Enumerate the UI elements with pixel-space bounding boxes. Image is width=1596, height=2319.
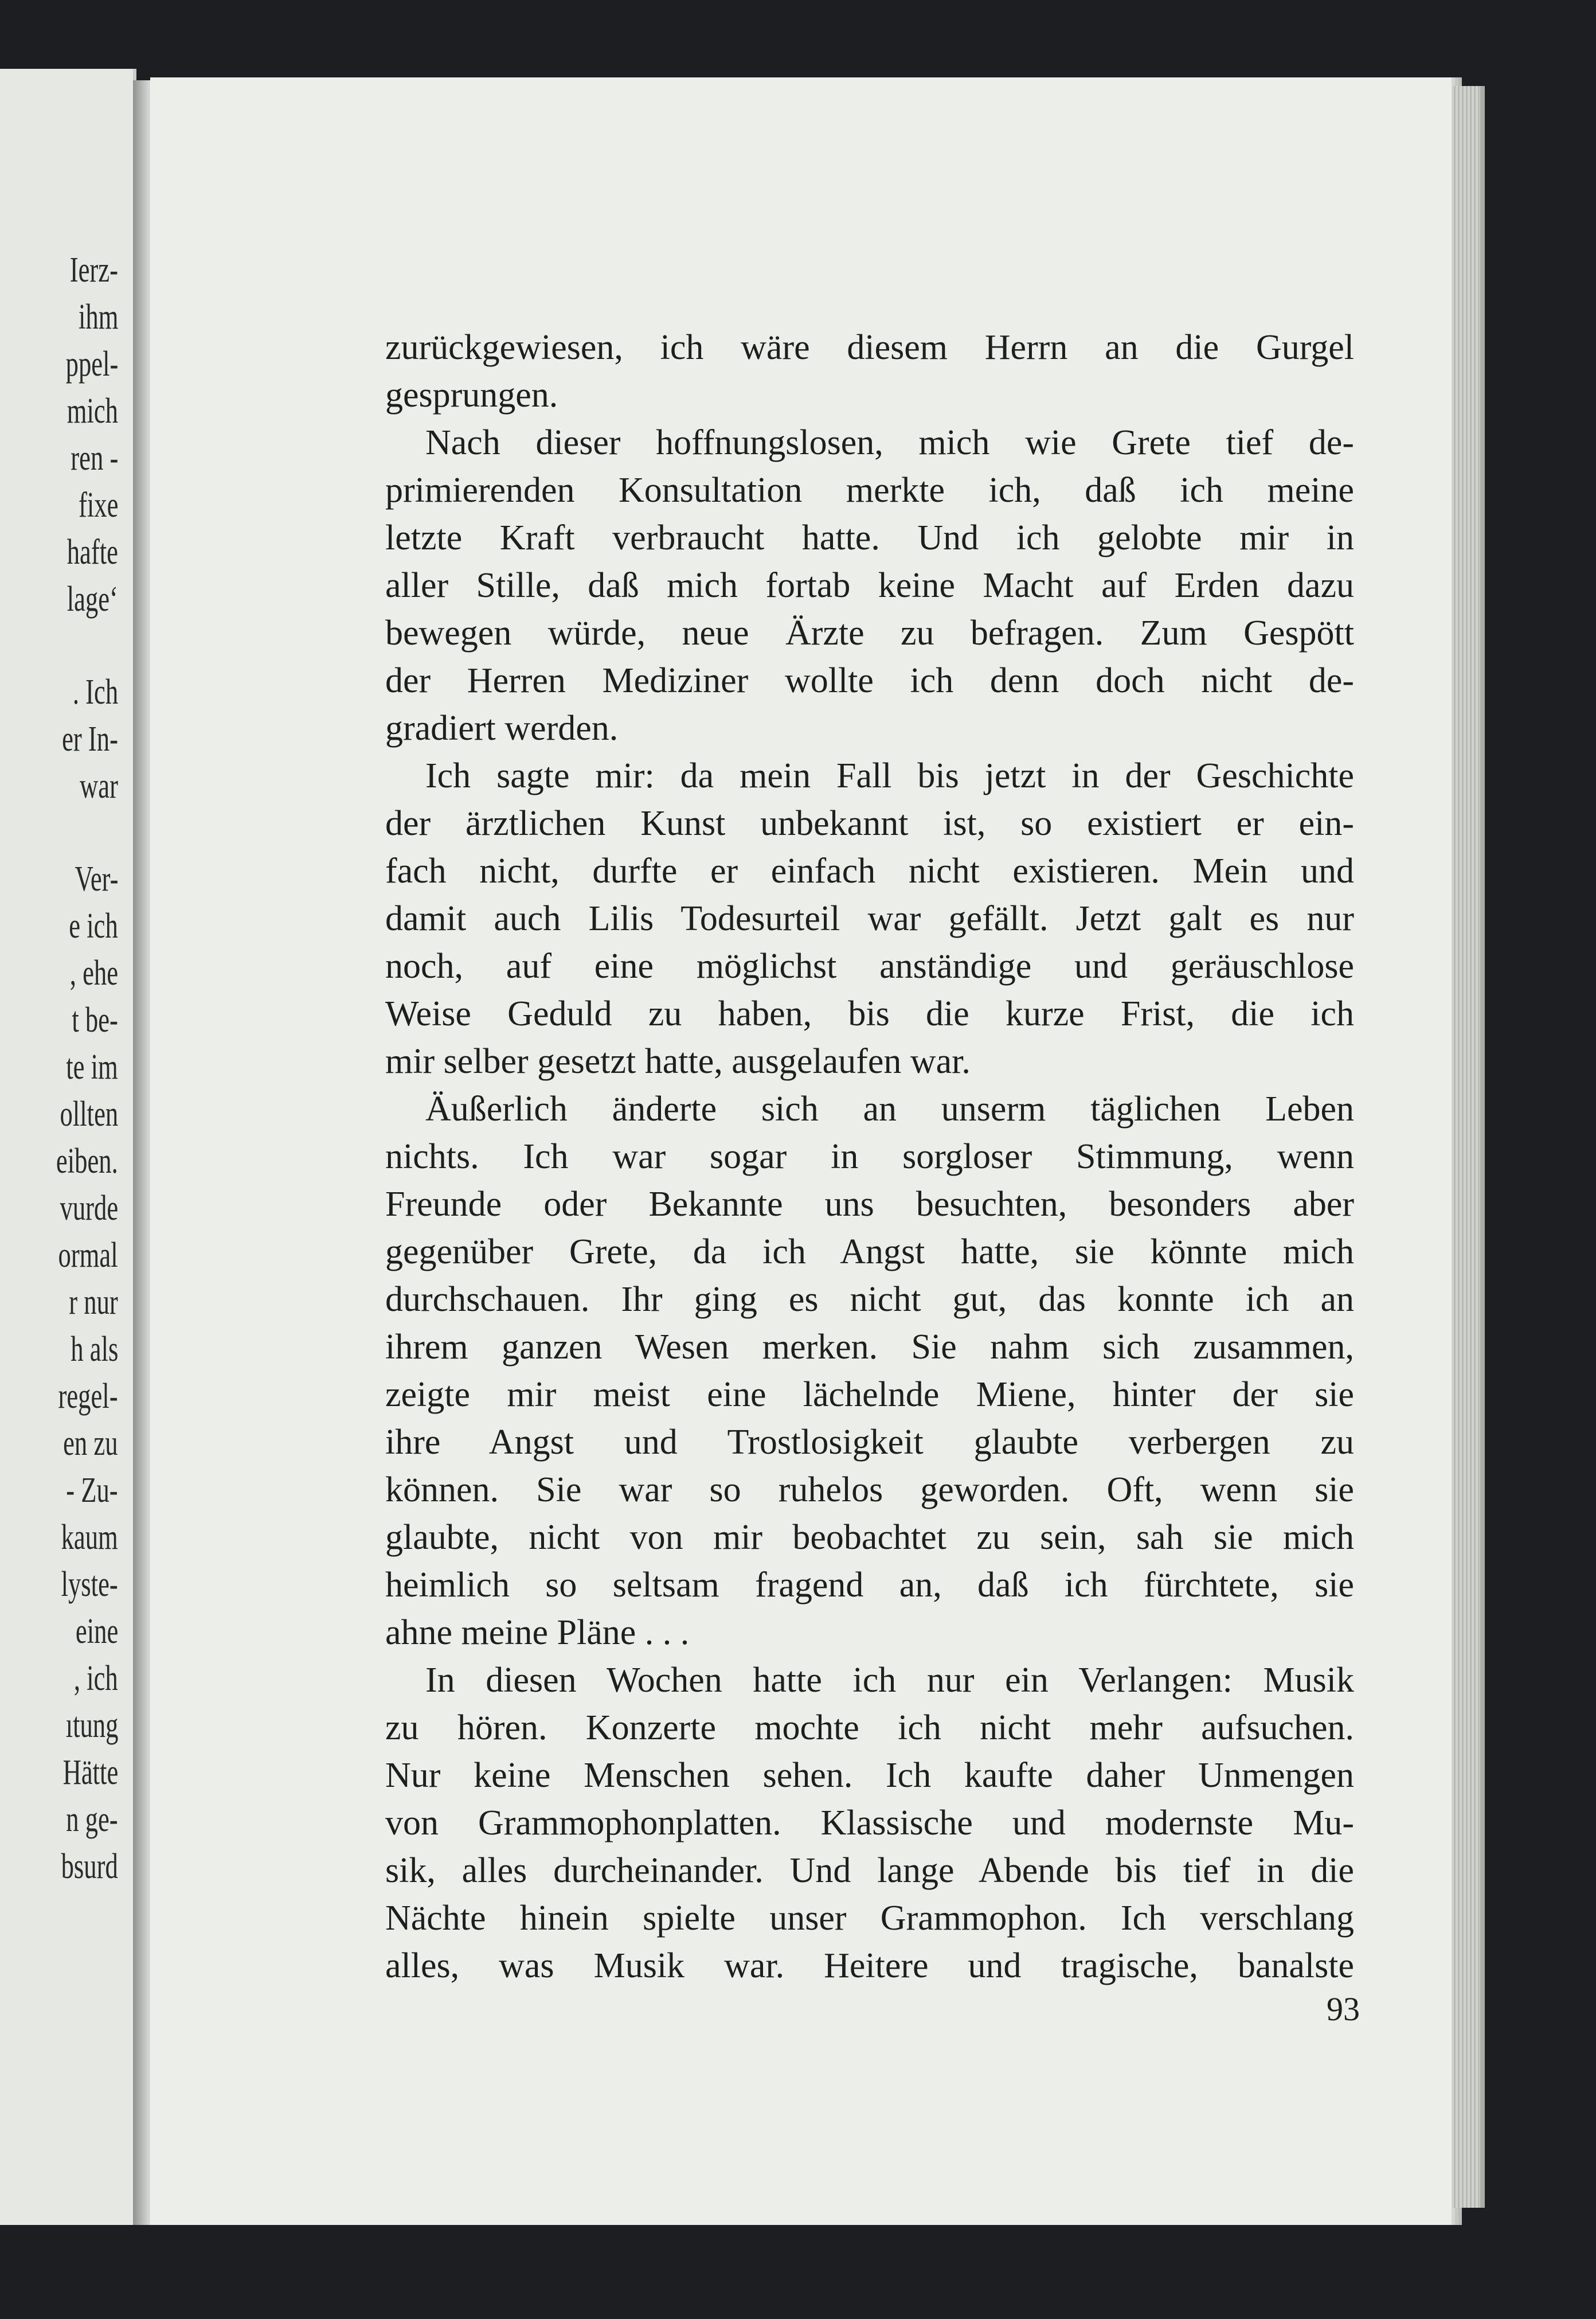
text-line: sik, alles durcheinander. Und lange Abende bis tief in die bbox=[385, 1851, 1354, 1890]
left-page-fragment: vurde bbox=[60, 1189, 118, 1228]
left-page-fragment: ıtung bbox=[65, 1706, 118, 1745]
text-line: heimlich so seltsam fragend an, daß ich fürchtete, sie bbox=[385, 1565, 1354, 1604]
text-line: nichts. Ich war sogar in sorgloser Stimmung, wenn bbox=[385, 1137, 1354, 1176]
text-line: Nach dieser hoffnungslosen, mich wie Grete tief de- bbox=[425, 423, 1354, 462]
text-line: glaubte, nicht von mir beobachtet zu sein, sah sie mich bbox=[385, 1518, 1354, 1557]
left-page-fragment: eine bbox=[75, 1612, 118, 1651]
text-line: In diesen Wochen hatte ich nur ein Verlangen: Musik bbox=[425, 1661, 1354, 1700]
right-page bbox=[150, 77, 1452, 2225]
text-line: mir selber gesetzt hatte, ausgelaufen war. bbox=[385, 1042, 971, 1081]
page-number: 93 bbox=[1327, 1990, 1360, 2028]
text-line: letzte Kraft verbraucht hatte. Und ich gelobte mir in bbox=[385, 518, 1354, 557]
text-line: Ich sagte mir: da mein Fall bis jetzt in der Geschichte bbox=[425, 756, 1354, 795]
text-line: gesprungen. bbox=[385, 376, 558, 415]
left-page-fragment: ppel- bbox=[65, 345, 118, 384]
left-page-fragment: . Ich bbox=[72, 673, 118, 712]
left-page-fragment: ren - bbox=[70, 439, 118, 478]
text-line: fach nicht, durfte er einfach nicht existieren. Mein und bbox=[385, 852, 1354, 891]
text-line: damit auch Lilis Todesurteil war gefällt. Jetzt galt es nur bbox=[385, 899, 1354, 938]
left-page-fragment: r nur bbox=[69, 1283, 118, 1322]
text-line: der ärztlichen Kunst unbekannt ist, so existiert er ein- bbox=[385, 804, 1354, 843]
text-line: Nächte hinein spielte unser Grammophon. Ich verschlang bbox=[385, 1899, 1354, 1938]
left-page-fragment: , ich bbox=[74, 1659, 118, 1698]
left-page-fragment: - Zu- bbox=[66, 1471, 118, 1510]
text-line: Freunde oder Bekannte uns besuchten, besonders aber bbox=[385, 1185, 1354, 1224]
left-page-fragment: ollten bbox=[60, 1095, 118, 1134]
text-line: zu hören. Konzerte mochte ich nicht mehr aufsuchen. bbox=[385, 1708, 1354, 1747]
text-line: gradiert werden. bbox=[385, 709, 619, 748]
text-line: aller Stille, daß mich fortab keine Macht auf Erden dazu bbox=[385, 566, 1354, 605]
text-line: noch, auf eine möglichst anständige und geräuschlose bbox=[385, 947, 1354, 986]
page-edge-stack bbox=[1452, 86, 1485, 2208]
left-page-fragment: t be- bbox=[72, 1001, 118, 1040]
left-page-fragment: mich bbox=[66, 392, 118, 431]
text-line: können. Sie war so ruhelos geworden. Oft, wenn sie bbox=[385, 1470, 1354, 1509]
left-page-fragment: ihm bbox=[78, 298, 118, 337]
left-page-fragment: eiben. bbox=[56, 1142, 118, 1181]
left-page-fragment: te im bbox=[66, 1048, 118, 1087]
left-page-fragment: hafte bbox=[66, 533, 118, 572]
left-page-fragment: ormal bbox=[58, 1236, 118, 1275]
text-line: ihre Angst und Trostlosigkeit glaubte verbergen zu bbox=[385, 1423, 1354, 1462]
text-line: primierenden Konsultation merkte ich, daß ich meine bbox=[385, 471, 1354, 510]
left-page-fragment: war bbox=[80, 767, 118, 806]
text-line: bewegen würde, neue Ärzte zu befragen. Zum Gespött bbox=[385, 614, 1354, 653]
left-page-fragment: Ierz- bbox=[69, 251, 118, 290]
text-line: Nur keine Menschen sehen. Ich kaufte daher Unmengen bbox=[385, 1756, 1354, 1795]
left-page-fragment: en zu bbox=[63, 1424, 118, 1463]
left-page-fragment: fixe bbox=[78, 486, 118, 525]
left-page-fragment: Hätte bbox=[62, 1753, 118, 1792]
text-line: von Grammophonplatten. Klassische und modernste Mu- bbox=[385, 1803, 1354, 1842]
left-page-fragment: h als bbox=[70, 1330, 118, 1369]
left-page-fragment: lage‘ bbox=[66, 580, 118, 619]
text-line: Äußerlich änderte sich an unserm täglichen Leben bbox=[425, 1090, 1354, 1129]
left-page-fragment: kaum bbox=[61, 1518, 118, 1557]
text-line: durchschauen. Ihr ging es nicht gut, das konnte ich an bbox=[385, 1280, 1354, 1319]
left-page-fragment: n ge- bbox=[66, 1800, 118, 1839]
left-page-fragment: er In- bbox=[62, 720, 118, 759]
text-line: gegenüber Grete, da ich Angst hatte, sie könnte mich bbox=[385, 1232, 1354, 1271]
left-page-fragment: Ver- bbox=[75, 860, 118, 899]
text-line: zurückgewiesen, ich wäre diesem Herrn an die Gurgel bbox=[385, 328, 1354, 367]
left-page-fragment: lyste- bbox=[61, 1565, 118, 1604]
left-page-fragment: e ich bbox=[69, 907, 118, 946]
left-page bbox=[0, 69, 136, 2225]
left-page-fragment: bsurd bbox=[61, 1847, 118, 1886]
text-line: Weise Geduld zu haben, bis die kurze Frist, die ich bbox=[385, 994, 1354, 1033]
left-page-fragment: , ehe bbox=[69, 954, 118, 993]
text-line: ahne meine Pläne . . . bbox=[385, 1613, 690, 1652]
text-line: alles, was Musik war. Heitere und tragische, banalste bbox=[385, 1946, 1354, 1985]
left-page-fragment: regel- bbox=[58, 1377, 118, 1416]
body-text bbox=[385, 324, 1354, 1990]
book-gutter bbox=[133, 80, 150, 2225]
text-line: zeigte mir meist eine lächelnde Miene, hinter der sie bbox=[385, 1375, 1354, 1414]
text-line: ihrem ganzen Wesen merken. Sie nahm sich zusammen, bbox=[385, 1328, 1354, 1367]
text-line: der Herren Mediziner wollte ich denn doch nicht de- bbox=[385, 661, 1354, 700]
